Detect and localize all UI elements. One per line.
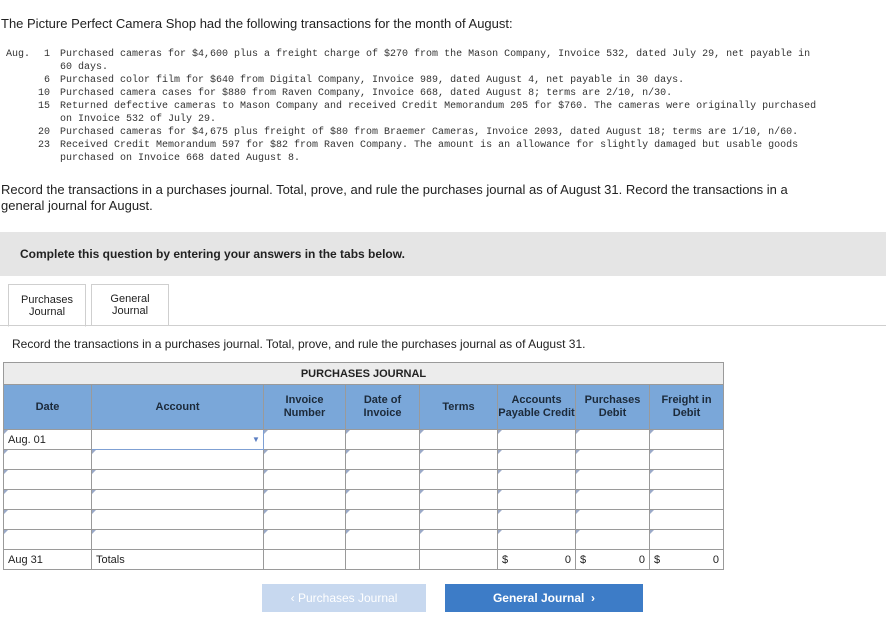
invoice-date-input[interactable] — [346, 431, 419, 448]
panel-instructions: Record the transactions in a purchases journal. Total, prove, and rule the purchases journal as of August 31. — [12, 337, 586, 351]
date-input[interactable] — [4, 471, 91, 488]
transaction-month — [6, 87, 32, 100]
invoice-date-input[interactable] — [346, 491, 419, 508]
invoice-number-input[interactable] — [264, 471, 345, 488]
header-terms: Terms — [420, 385, 498, 430]
ap-credit-cell[interactable] — [498, 430, 576, 450]
transaction-month — [6, 126, 32, 139]
account-input[interactable] — [92, 451, 263, 468]
transaction-item — [6, 126, 820, 139]
account-cell[interactable] — [92, 470, 264, 490]
terms-input[interactable] — [420, 471, 497, 488]
account-select[interactable] — [92, 430, 264, 450]
freight-debit-input[interactable] — [650, 431, 723, 448]
purchases-debit-input[interactable] — [576, 471, 649, 488]
transaction-day: 23 — [37, 140, 50, 151]
next-tab-label: General Journal — [492, 591, 585, 605]
ap-credit-cell[interactable] — [498, 490, 576, 510]
terms-input[interactable] — [420, 431, 497, 448]
next-tab-button[interactable] — [445, 584, 643, 612]
transaction-text: Received Credit Memorandum 597 for $82 from Raven Company. The amount is an allowance for slightly damaged but usable goods purchased on Invoice 668 dated August 8. — [60, 140, 799, 164]
freight-debit-input[interactable] — [650, 451, 723, 468]
date-cell[interactable] — [4, 450, 92, 470]
ap-credit-input[interactable] — [498, 431, 575, 448]
account-input[interactable] — [92, 471, 263, 488]
invoice-date-input[interactable] — [346, 451, 419, 468]
account-cell[interactable] — [92, 510, 264, 530]
table-row — [4, 490, 724, 510]
table-row — [4, 470, 724, 490]
currency-symbol: $ — [580, 553, 587, 566]
purchases-debit-cell[interactable] — [576, 530, 650, 550]
chevron-left-icon: ‹ — [290, 591, 298, 605]
ap-credit-cell[interactable] — [498, 530, 576, 550]
ap-credit-cell[interactable] — [498, 510, 576, 530]
tab-purchases-journal[interactable]: Purchases Journal — [8, 284, 86, 327]
date-input[interactable] — [4, 451, 91, 468]
journal-title: PURCHASES JOURNAL — [4, 363, 724, 385]
transaction-day: 20 — [37, 127, 50, 138]
terms-cell[interactable] — [420, 490, 498, 510]
invoice-number-input[interactable] — [264, 491, 345, 508]
date-value: Aug. 01 — [8, 433, 46, 446]
purchases-journal-table — [3, 362, 724, 570]
table-row — [4, 530, 724, 550]
freight-debit-cell[interactable] — [650, 470, 724, 490]
transaction-item — [6, 74, 820, 87]
invoice-number-cell[interactable] — [264, 490, 346, 510]
date-cell[interactable] — [4, 490, 92, 510]
invoice-number-input[interactable] — [264, 511, 345, 528]
instruction-banner — [0, 232, 886, 276]
invoice-date-input[interactable] — [346, 511, 419, 528]
table-row — [4, 510, 724, 530]
purchases-debit-cell[interactable] — [576, 490, 650, 510]
purchases-debit-cell[interactable] — [576, 430, 650, 450]
terms-input[interactable] — [420, 531, 497, 548]
totals-empty-cell — [346, 550, 420, 570]
prev-tab-label: Purchases Journal — [297, 591, 398, 605]
ap-credit-input[interactable] — [498, 531, 575, 548]
header-ap-credit: Accounts Payable Credit — [498, 385, 576, 430]
account-input[interactable] — [92, 491, 263, 508]
invoice-date-cell[interactable] — [346, 430, 420, 450]
header-row — [4, 385, 724, 430]
invoice-number-cell[interactable] — [264, 430, 346, 450]
account-input[interactable] — [92, 531, 263, 548]
freight-debit-cell[interactable] — [650, 510, 724, 530]
transaction-item — [6, 139, 820, 165]
transaction-list — [6, 48, 820, 165]
banner-text: Complete this question by entering your answers in the tabs below. — [20, 247, 405, 261]
totals-date-cell — [4, 550, 92, 570]
ap-credit-cell[interactable] — [498, 450, 576, 470]
ap-credit-input[interactable] — [498, 491, 575, 508]
terms-cell[interactable] — [420, 450, 498, 470]
header-freight-debit: Freight in Debit — [650, 385, 724, 430]
tab-general-journal[interactable]: General Journal — [91, 284, 169, 326]
totals-label-cell — [92, 550, 264, 570]
ap-credit-input[interactable] — [498, 471, 575, 488]
prev-tab-button — [262, 584, 426, 612]
totals-label: Totals — [96, 553, 125, 566]
header-date: Date — [4, 385, 92, 430]
transaction-month: Aug. — [6, 49, 31, 60]
currency-symbol: $ — [654, 553, 661, 566]
invoice-date-cell[interactable] — [346, 510, 420, 530]
terms-input[interactable] — [420, 451, 497, 468]
purchases-debit-total — [576, 550, 650, 570]
tab-bar — [8, 284, 174, 327]
transaction-text: Purchased camera cases for $880 from Raven Company, Invoice 668, dated August 8; terms are 2/10, n/30. — [60, 88, 673, 99]
terms-input[interactable] — [420, 491, 497, 508]
freight-debit-cell[interactable] — [650, 450, 724, 470]
invoice-number-cell[interactable] — [264, 470, 346, 490]
terms-cell[interactable] — [420, 430, 498, 450]
purchases-debit-input[interactable] — [576, 491, 649, 508]
ap-credit-total — [498, 550, 576, 570]
freight-debit-input[interactable] — [650, 471, 723, 488]
account-cell[interactable] — [92, 450, 264, 470]
transaction-day: 15 — [37, 101, 50, 112]
purchases-debit-input[interactable] — [576, 431, 649, 448]
freight-debit-input[interactable] — [650, 511, 723, 528]
ap-credit-input[interactable] — [498, 511, 575, 528]
transaction-text: Purchased cameras for $4,675 plus freight of $80 from Braemer Cameras, Invoice 2093, dated August 18; terms are 1/10, n/60. — [60, 127, 799, 138]
date-cell[interactable] — [4, 430, 92, 450]
freight-debit-cell[interactable] — [650, 430, 724, 450]
freight-debit-total — [650, 550, 724, 570]
transaction-item — [6, 87, 820, 100]
terms-cell[interactable] — [420, 510, 498, 530]
header-invoice-number: Invoice Number — [264, 385, 346, 430]
ap-credit-cell[interactable] — [498, 470, 576, 490]
freight-debit-cell[interactable] — [650, 530, 724, 550]
invoice-number-cell[interactable] — [264, 450, 346, 470]
terms-cell[interactable] — [420, 530, 498, 550]
account-dropdown[interactable] — [92, 431, 263, 448]
invoice-date-cell[interactable] — [346, 530, 420, 550]
account-input[interactable] — [92, 511, 263, 528]
problem-intro: The Picture Perfect Camera Shop had the following transactions for the month of August: — [1, 16, 513, 31]
date-input[interactable] — [4, 491, 91, 508]
invoice-number-input[interactable] — [264, 531, 345, 548]
date-cell[interactable] — [4, 530, 92, 550]
transaction-month — [6, 139, 32, 165]
date-cell[interactable] — [4, 470, 92, 490]
table-row — [4, 430, 724, 450]
terms-input[interactable] — [420, 511, 497, 528]
account-cell[interactable] — [92, 490, 264, 510]
tab-panel — [0, 325, 886, 626]
totals-row — [4, 550, 724, 570]
invoice-number-input[interactable] — [264, 431, 345, 448]
invoice-number-cell[interactable] — [264, 510, 346, 530]
date-input[interactable] — [4, 511, 91, 528]
header-account: Account — [92, 385, 264, 430]
invoice-date-cell[interactable] — [346, 470, 420, 490]
transaction-day: 6 — [43, 75, 50, 86]
problem-instructions: Record the transactions in a purchases journal. Total, prove, and rule the purchases journal as of August 31. Record the transactions in a general journal for August. — [1, 182, 788, 213]
ap-credit-total-value: 0 — [564, 553, 571, 566]
date-cell[interactable] — [4, 510, 92, 530]
date-input[interactable] — [4, 531, 91, 548]
totals-empty-cell — [264, 550, 346, 570]
invoice-number-input[interactable] — [264, 451, 345, 468]
chevron-right-icon: › — [584, 591, 596, 605]
purchases-debit-cell[interactable] — [576, 510, 650, 530]
invoice-date-cell[interactable] — [346, 450, 420, 470]
transaction-month — [6, 100, 32, 126]
terms-cell[interactable] — [420, 470, 498, 490]
freight-debit-cell[interactable] — [650, 490, 724, 510]
account-cell[interactable] — [92, 530, 264, 550]
invoice-date-input[interactable] — [346, 531, 419, 548]
transaction-item — [6, 48, 820, 74]
invoice-date-cell[interactable] — [346, 490, 420, 510]
chevron-down-icon[interactable]: ▼ — [252, 435, 260, 444]
invoice-number-cell[interactable] — [264, 530, 346, 550]
purchases-debit-cell[interactable] — [576, 470, 650, 490]
transaction-text: Purchased cameras for $4,600 plus a freight charge of $270 from the Mason Company, Invoice 532, dated July 29, net payable in 60 days. — [60, 49, 811, 73]
transaction-text: Returned defective cameras to Mason Company and received Credit Memorandum 205 for $760. The cameras were originally purchased on Invoice 532 of July 29. — [60, 101, 817, 125]
purchases-debit-cell[interactable] — [576, 450, 650, 470]
currency-symbol: $ — [502, 553, 509, 566]
purchases-debit-input[interactable] — [576, 451, 649, 468]
purchases-debit-total-value: 0 — [638, 553, 645, 566]
purchases-debit-input[interactable] — [576, 531, 649, 548]
table-row — [4, 450, 724, 470]
transaction-item — [6, 100, 820, 126]
ap-credit-input[interactable] — [498, 451, 575, 468]
invoice-date-input[interactable] — [346, 471, 419, 488]
transaction-text: Purchased color film for $640 from Digital Company, Invoice 989, dated August 4, net payable in 30 days. — [60, 75, 685, 86]
freight-debit-total-value: 0 — [712, 553, 719, 566]
header-date-of-invoice: Date of Invoice — [346, 385, 420, 430]
header-purchases-debit: Purchases Debit — [576, 385, 650, 430]
totals-empty-cell — [420, 550, 498, 570]
totals-date: Aug 31 — [8, 553, 43, 566]
transaction-day: 10 — [37, 88, 50, 99]
freight-debit-input[interactable] — [650, 531, 723, 548]
transaction-month — [6, 74, 32, 87]
purchases-debit-input[interactable] — [576, 511, 649, 528]
freight-debit-input[interactable] — [650, 491, 723, 508]
transaction-day: 1 — [43, 49, 50, 60]
